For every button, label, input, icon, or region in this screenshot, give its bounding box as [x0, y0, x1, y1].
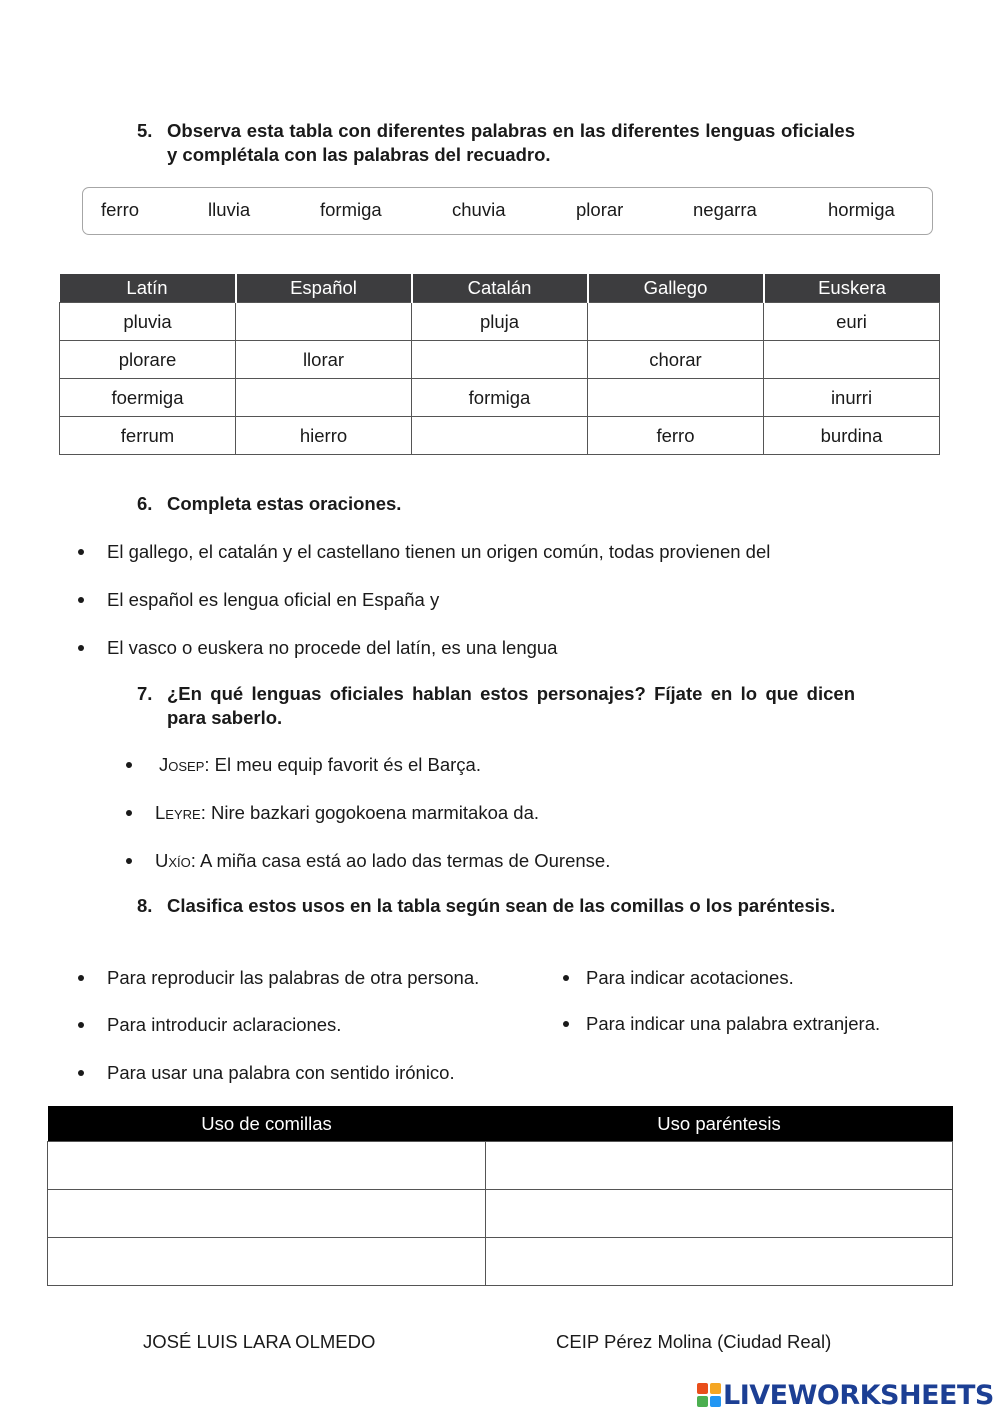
logo-square: [710, 1383, 721, 1394]
answer-cell[interactable]: [486, 1142, 953, 1190]
table-cell: ferrum: [60, 417, 236, 455]
languages-table-header: [60, 274, 940, 303]
sentence-item: El español es lengua oficial en España y: [107, 589, 440, 610]
question-7-number: 7.: [137, 683, 153, 704]
table-cell: llorar: [236, 341, 412, 379]
answer-cell[interactable]: [48, 1238, 486, 1286]
word-bank-item[interactable]: negarra: [693, 199, 757, 220]
answer-cell[interactable]: [764, 341, 940, 379]
question-5-text: Observa esta tabla con diferentes palabras en las diferentes lenguas oficiales y complétala con las palabras del recuadro.: [167, 120, 855, 165]
character-name: Leyre:: [155, 802, 206, 823]
table-cell: pluja: [412, 303, 588, 341]
character-quote: El meu equip favorit és el Barça.: [214, 754, 481, 775]
table-cell: formiga: [412, 379, 588, 417]
word-bank-item[interactable]: hormiga: [828, 199, 895, 220]
table-cell: ferro: [588, 417, 764, 455]
liveworksheets-logo: [697, 1378, 994, 1412]
bullet-icon: [78, 549, 84, 555]
table-row: [48, 1142, 953, 1190]
answer-cell[interactable]: [486, 1238, 953, 1286]
header-comillas: Uso de comillas: [48, 1106, 486, 1142]
answer-cell[interactable]: [412, 341, 588, 379]
uses-table: [47, 1106, 953, 1286]
languages-table: [59, 274, 940, 455]
word-bank-box: [82, 187, 933, 235]
bullet-icon: [78, 597, 84, 603]
character-line: [159, 753, 481, 777]
table-row: [48, 1190, 953, 1238]
character-quote: Nire bazkari gogokoena marmitakoa da.: [210, 802, 540, 823]
table-row: [60, 379, 940, 417]
sentence-item: El vasco o euskera no procede del latín, es una lengua: [107, 637, 558, 658]
word-bank-item[interactable]: plorar: [576, 199, 624, 220]
word-bank-item[interactable]: chuvia: [452, 199, 506, 220]
question-8-number: 8.: [137, 895, 153, 916]
use-item[interactable]: Para indicar una palabra extranjera.: [586, 1013, 881, 1034]
logo-square: [697, 1383, 708, 1394]
question-6-text: Completa estas oraciones.: [167, 493, 402, 514]
word-bank-item[interactable]: formiga: [320, 199, 382, 220]
table-row: [60, 303, 940, 341]
table-cell: inurri: [764, 379, 940, 417]
answer-cell[interactable]: [236, 303, 412, 341]
use-item[interactable]: Para usar una palabra con sentido irónico.: [107, 1062, 455, 1083]
logo-icon: [697, 1383, 721, 1407]
answer-cell[interactable]: [48, 1190, 486, 1238]
table-cell: pluvia: [60, 303, 236, 341]
question-5-number: 5.: [137, 120, 153, 141]
word-bank-item[interactable]: ferro: [101, 199, 140, 220]
use-item[interactable]: Para reproducir las palabras de otra persona.: [107, 967, 480, 988]
character-name: Uxío:: [155, 850, 196, 871]
answer-cell[interactable]: [236, 379, 412, 417]
table-row: [48, 1238, 953, 1286]
question-8-text: Clasifica estos usos en la tabla según sean de las comillas o los paréntesis.: [167, 895, 836, 916]
answer-cell[interactable]: [588, 379, 764, 417]
bullet-icon: [126, 810, 132, 816]
table-cell: chorar: [588, 341, 764, 379]
bullet-icon: [563, 975, 569, 981]
question-7-text: ¿En qué lenguas oficiales hablan estos personajes? Fíjate en lo que dicen para saberlo.: [167, 683, 855, 728]
table-cell: foermiga: [60, 379, 236, 417]
table-cell: plorare: [60, 341, 236, 379]
table-row: [60, 417, 940, 455]
question-6-number: 6.: [137, 493, 153, 514]
character-name: Josep:: [159, 754, 210, 775]
character-quote: A miña casa está ao lado das termas de Ourense.: [200, 850, 611, 871]
bullet-icon: [78, 645, 84, 651]
header-parentesis: Uso paréntesis: [486, 1106, 953, 1142]
header-gallego: Gallego: [588, 274, 764, 303]
character-line: [155, 849, 610, 873]
question-7-heading: [137, 682, 855, 730]
word-bank-item[interactable]: lluvia: [208, 199, 251, 220]
question-5-heading: [137, 119, 855, 167]
logo-text: LIVEWORKSHEETS: [723, 1379, 994, 1411]
bullet-icon: [563, 1021, 569, 1027]
header-catalan: Catalán: [412, 274, 588, 303]
logo-square: [710, 1396, 721, 1407]
table-cell: hierro: [236, 417, 412, 455]
question-6-heading: [137, 492, 855, 516]
answer-cell[interactable]: [486, 1190, 953, 1238]
header-latin: Latín: [60, 274, 236, 303]
question-8-heading: [137, 894, 855, 918]
sentence-item: El gallego, el catalán y el castellano tienen un origen común, todas provienen del: [107, 541, 771, 562]
uses-table-header: [48, 1106, 953, 1142]
bullet-icon: [126, 762, 132, 768]
footer-school: CEIP Pérez Molina (Ciudad Real): [556, 1331, 832, 1352]
header-espanol: Español: [236, 274, 412, 303]
use-item[interactable]: Para introducir aclaraciones.: [107, 1014, 342, 1035]
answer-cell[interactable]: [48, 1142, 486, 1190]
footer-author: JOSÉ LUIS LARA OLMEDO: [143, 1331, 376, 1352]
logo-square: [697, 1396, 708, 1407]
table-cell: burdina: [764, 417, 940, 455]
header-euskera: Euskera: [764, 274, 940, 303]
answer-cell[interactable]: [588, 303, 764, 341]
bullet-icon: [126, 858, 132, 864]
character-line: [155, 801, 539, 825]
bullet-icon: [78, 1022, 84, 1028]
answer-cell[interactable]: [412, 417, 588, 455]
table-row: [60, 341, 940, 379]
bullet-icon: [78, 1070, 84, 1076]
use-item[interactable]: Para indicar acotaciones.: [586, 967, 794, 988]
bullet-icon: [78, 975, 84, 981]
table-cell: euri: [764, 303, 940, 341]
